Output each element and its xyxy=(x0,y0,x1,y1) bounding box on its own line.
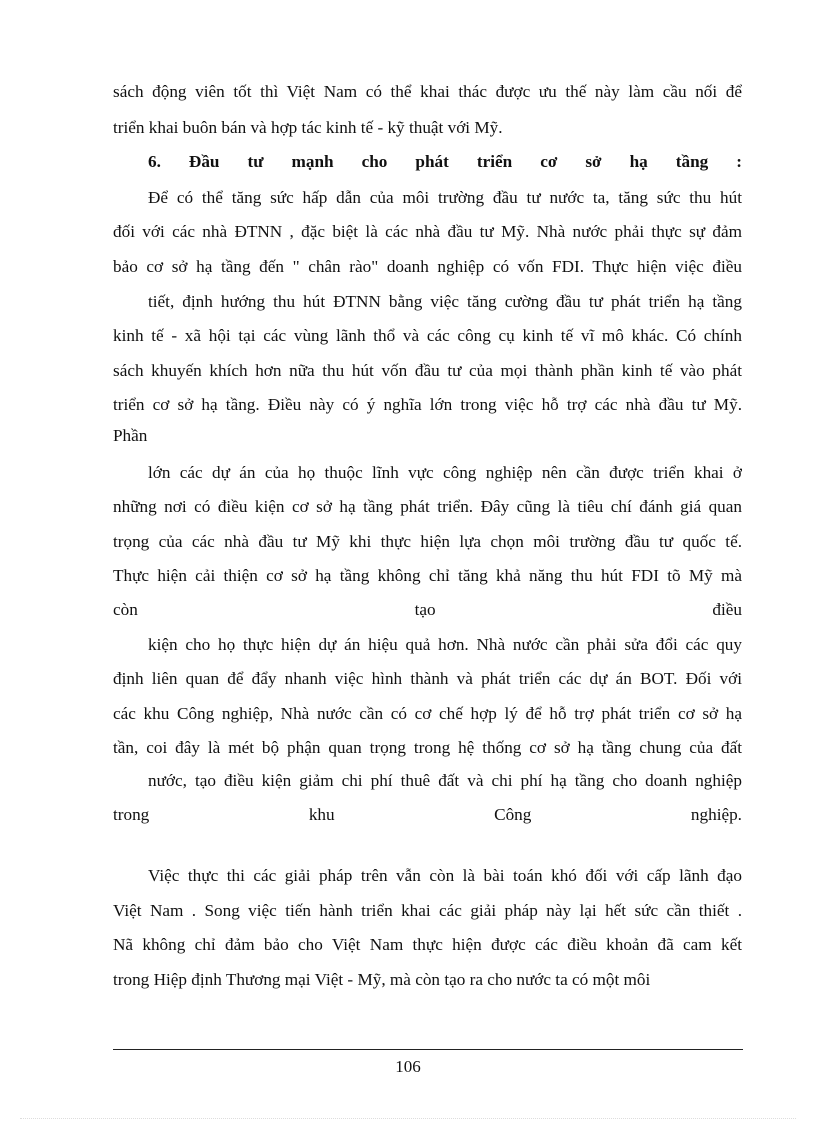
text-line: Để có thể tăng sức hấp dẫn của môi trường đầu tư nước ta, tăng sức thu hút xyxy=(148,188,742,207)
word: tạo xyxy=(414,600,436,619)
text-line: đối với các nhà ĐTNN , đặc biệt là các nhà đầu tư Mỹ. Nhà nước phải thực sự đảm xyxy=(113,222,742,241)
word: Công xyxy=(494,805,532,824)
text-line: kiện cho họ thực hiện dự án hiệu quả hơn. Nhà nước cần phải sửa đổi các quy xyxy=(148,635,742,654)
text-line: tiết, định hướng thu hút ĐTNN bằng việc tăng cường đầu tư phát triển hạ tầng xyxy=(148,292,742,311)
spread-line xyxy=(113,598,742,622)
word: trong xyxy=(113,805,150,824)
word: còn xyxy=(113,600,138,619)
text-line: bảo cơ sở hạ tầng đến " chân rào" doanh nghiệp có vốn FDI. Thực hiện việc điều xyxy=(113,257,742,276)
section-heading: 6. Đầu tư mạnh cho phát triển cơ sở hạ tầng : xyxy=(148,152,742,171)
text-line: kinh tế - xã hội tại các vùng lãnh thổ và các công cụ kinh tế vĩ mô khác. Có chính xyxy=(113,326,742,345)
text-line: triển cơ sở hạ tầng. Điều này có ý nghĩa lớn trong việc hỗ trợ các nhà đầu tư Mỹ. xyxy=(113,395,742,414)
spread-line xyxy=(113,803,742,827)
text-line: Thực hiện cải thiện cơ sở hạ tầng không chỉ tăng khả năng thu hút FDI tõ Mỹ mà xyxy=(113,566,742,585)
text-line: sách động viên tốt thì Việt Nam có thể khai thác được ưu thế này làm cầu nối để xyxy=(113,82,742,101)
text-line: định liên quan để đẩy nhanh việc hình thành và phát triển các dự án BOT. Đối với xyxy=(113,669,742,688)
page-number: 106 xyxy=(395,1057,421,1076)
page-edge xyxy=(20,1118,796,1119)
text-line: lớn các dự án của họ thuộc lĩnh vực công nghiệp nên cần được triển khai ở xyxy=(148,463,742,482)
text-line: Việt Nam . Song việc tiến hành triển khai các giải pháp này lại hết sức cần thiết . xyxy=(113,901,742,920)
text-line: những nơi có điều kiện cơ sở hạ tầng phát triển. Đây cũng là tiêu chí đánh giá quan xyxy=(113,497,742,516)
word: khu xyxy=(308,805,335,824)
text-line: triển khai buôn bán và hợp tác kinh tế - kỹ thuật với Mỹ. xyxy=(113,118,503,137)
text-line: trong Hiệp định Thương mại Việt - Mỹ, mà còn tạo ra cho nước ta có một môi xyxy=(113,970,651,989)
word: điều xyxy=(712,600,742,619)
text-line: Phần xyxy=(113,426,148,445)
text-line: tần, coi đây là mét bộ phận quan trọng trong hệ thống cơ sở hạ tầng chung của đất xyxy=(113,738,742,757)
word: nghiệp. xyxy=(690,805,742,824)
text-line: nước, tạo điều kiện giảm chi phí thuê đất và chi phí hạ tầng cho doanh nghiệp xyxy=(148,771,742,790)
footer-rule xyxy=(113,1049,743,1050)
text-line: trọng của các nhà đầu tư Mỹ khi thực hiện lựa chọn môi trường đầu tư quốc tế. xyxy=(113,532,742,551)
text-line: Việc thực thi các giải pháp trên vẫn còn là bài toán khó đối với cấp lãnh đạo xyxy=(148,866,742,885)
text-line: sách khuyến khích hơn nữa thu hút vốn đầu tư của mọi thành phần kinh tế vào phát xyxy=(113,361,742,380)
text-line: Nã không chỉ đảm bảo cho Việt Nam thực hiện được các điều khoản đã cam kết xyxy=(113,935,742,954)
text-line: các khu Công nghiệp, Nhà nước cần có cơ chế hợp lý để hỗ trợ phát triển cơ sở hạ xyxy=(113,704,742,723)
